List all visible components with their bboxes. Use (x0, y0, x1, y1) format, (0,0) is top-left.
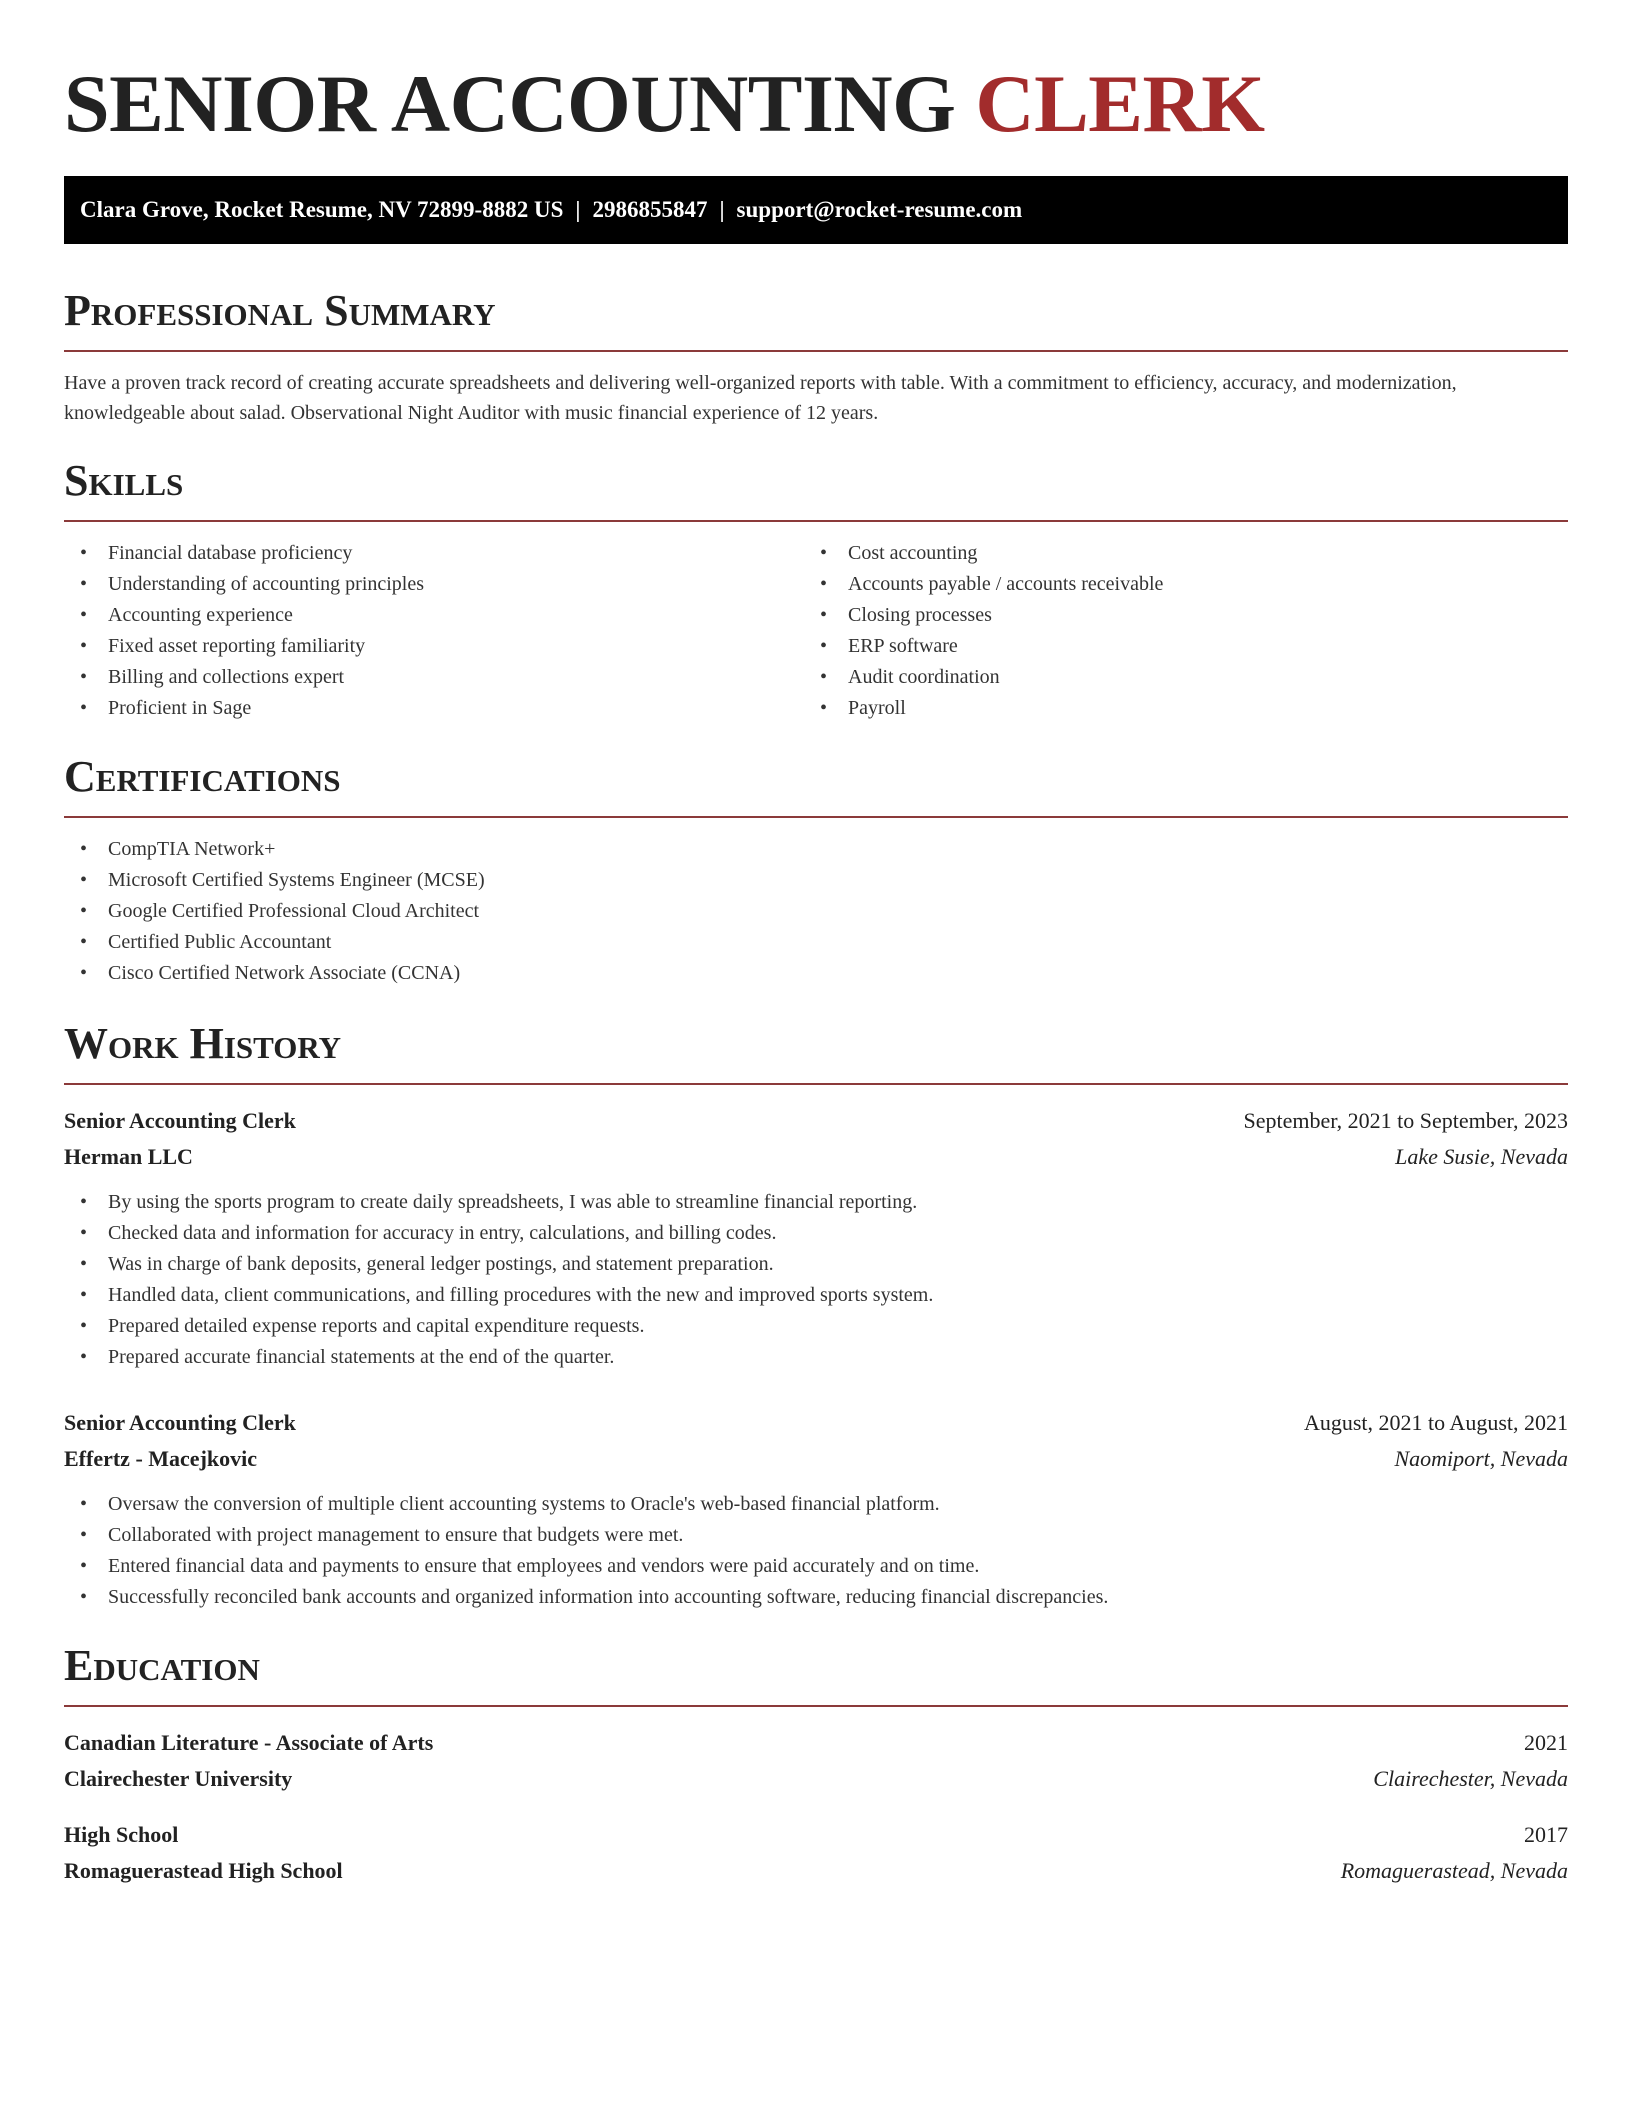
list-item (64, 600, 804, 631)
skill-text: ERP software (848, 635, 958, 657)
list-item (64, 1582, 1568, 1613)
certification-text: Cisco Certified Network Associate (CCNA) (108, 962, 461, 984)
list-item (64, 834, 1568, 865)
education-entry (64, 1725, 1568, 1797)
resume-page (64, 0, 1568, 1889)
bullet-icon: • (80, 1346, 88, 1368)
bullet-icon: • (80, 869, 88, 891)
section-divider (64, 520, 1568, 522)
list-item (64, 1280, 1568, 1311)
bullet-icon: • (80, 1191, 88, 1213)
bullet-icon: • (80, 1253, 88, 1275)
job-bullet-text: Collaborated with project management to ensure that budgets were met. (108, 1524, 684, 1546)
contact-separator: | (719, 197, 725, 222)
skill-text: Fixed asset reporting familiarity (108, 635, 366, 657)
section-heading: Education (64, 1641, 260, 1690)
list-item (64, 538, 804, 569)
job-dates: September, 2021 to September, 2023 (1243, 1108, 1568, 1133)
education-school-row (64, 1761, 1568, 1797)
list-item (64, 662, 804, 693)
education-school: Romaguerastead High School (64, 1858, 343, 1883)
list-item (64, 896, 1568, 927)
bullet-icon: • (820, 697, 828, 719)
list-item (64, 1311, 1568, 1342)
job-bullet-text: Was in charge of bank deposits, general ledger postings, and statement preparation. (108, 1253, 774, 1275)
section-heading: Certifications (64, 752, 341, 801)
skills-columns (64, 538, 1568, 724)
list-item (64, 1218, 1568, 1249)
education-school: Clairechester University (64, 1766, 293, 1791)
job-bullet-text: Checked data and information for accuracy in entry, calculations, and billing codes. (108, 1222, 777, 1244)
summary-text: Have a proven track record of creating accurate spreadsheets and delivering well-organized reports with table. With a commitment to efficiency, accuracy, and modernization, knowledgeable about salad. Observational Night Auditor with music financial experience of 12 years. (64, 372, 1457, 424)
education-degree: Canadian Literature - Associate of Arts (64, 1730, 434, 1755)
education-year: 2021 (1524, 1730, 1568, 1755)
job-bullet-text: Successfully reconciled bank accounts and organized information into accounting software, reducing financial discrepancies. (108, 1586, 1109, 1608)
work-history-section (64, 1019, 1568, 1613)
education-location: Clairechester, Nevada (1373, 1766, 1568, 1791)
job-dates: August, 2021 to August, 2021 (1303, 1410, 1568, 1435)
certification-text: CompTIA Network+ (108, 838, 276, 860)
job-bullet-text: Prepared detailed expense reports and capital expenditure requests. (108, 1315, 645, 1337)
list-item (64, 693, 804, 724)
bullet-icon: • (80, 1586, 88, 1608)
contact-bar (64, 176, 1568, 244)
skill-text: Proficient in Sage (108, 697, 252, 719)
job-bullet-text: By using the sports program to create daily spreadsheets, I was able to streamline financial reporting. (108, 1191, 918, 1213)
job-title: Senior Accounting Clerk (64, 1108, 296, 1133)
job-company-row (64, 1139, 1568, 1175)
skill-text: Closing processes (848, 604, 992, 626)
list-item (804, 631, 1544, 662)
bullet-icon: • (820, 573, 828, 595)
education-header-row (64, 1725, 1568, 1761)
bullet-icon: • (80, 573, 88, 595)
list-item (804, 693, 1544, 724)
skills-section (64, 456, 1568, 724)
contact-email: support@rocket-resume.com (736, 197, 1023, 222)
job-bullet-text: Entered financial data and payments to ensure that employees and vendors were paid accurately and on time. (108, 1555, 980, 1577)
certifications-list (64, 834, 1568, 989)
certification-text: Certified Public Accountant (108, 931, 332, 953)
job-entry (64, 1103, 1568, 1373)
bullet-icon: • (820, 542, 828, 564)
bullet-icon: • (80, 542, 88, 564)
list-item (64, 1249, 1568, 1280)
list-item (64, 927, 1568, 958)
bullet-icon: • (820, 666, 828, 688)
skill-text: Audit coordination (848, 666, 1000, 688)
list-item (804, 662, 1544, 693)
skills-list-left (64, 538, 804, 724)
bullet-icon: • (80, 931, 88, 953)
section-divider (64, 1083, 1568, 1085)
list-item (64, 569, 804, 600)
job-company-row (64, 1441, 1568, 1477)
list-item (64, 1520, 1568, 1551)
job-header-row (64, 1103, 1568, 1139)
skill-text: Billing and collections expert (108, 666, 345, 688)
job-location: Lake Susie, Nevada (1395, 1144, 1568, 1169)
job-company: Effertz - Macejkovic (64, 1446, 258, 1471)
contact-separator: | (575, 197, 581, 222)
education-section (64, 1641, 1568, 1889)
bullet-icon: • (80, 1284, 88, 1306)
section-heading: Work History (64, 1019, 342, 1068)
education-header-row (64, 1817, 1568, 1853)
bullet-icon: • (80, 1222, 88, 1244)
job-company: Herman LLC (64, 1144, 193, 1169)
certifications-section (64, 752, 1568, 989)
list-item (64, 865, 1568, 896)
job-entry (64, 1405, 1568, 1613)
list-item (804, 600, 1544, 631)
education-year: 2017 (1524, 1822, 1568, 1847)
skill-text: Understanding of accounting principles (108, 573, 425, 595)
skill-text: Financial database proficiency (108, 542, 353, 564)
skill-text: Payroll (848, 697, 906, 719)
bullet-icon: • (80, 1493, 88, 1515)
skill-text: Accounting experience (108, 604, 293, 626)
bullet-icon: • (80, 666, 88, 688)
list-item (64, 1489, 1568, 1520)
list-item (64, 1551, 1568, 1582)
section-divider (64, 350, 1568, 352)
resume-title (64, 0, 1568, 150)
contact-phone: 2986855847 (592, 197, 708, 222)
education-entry (64, 1817, 1568, 1889)
job-bullet-text: Oversaw the conversion of multiple client accounting systems to Oracle's web-based financial platform. (108, 1493, 940, 1515)
certification-text: Google Certified Professional Cloud Architect (108, 900, 480, 922)
job-title: Senior Accounting Clerk (64, 1410, 296, 1435)
bullet-icon: • (80, 604, 88, 626)
list-item (64, 1187, 1568, 1218)
bullet-icon: • (80, 962, 88, 984)
title-accent: CLERK (975, 58, 1265, 149)
bullet-icon: • (80, 1524, 88, 1546)
section-divider (64, 816, 1568, 818)
bullet-icon: • (80, 635, 88, 657)
skill-text: Accounts payable / accounts receivable (848, 573, 1164, 595)
education-degree: High School (64, 1822, 179, 1847)
skill-text: Cost accounting (848, 542, 978, 564)
bullet-icon: • (820, 604, 828, 626)
section-heading: Professional Summary (64, 286, 496, 335)
contact-address: Clara Grove, Rocket Resume, NV 72899-8882 US (80, 197, 564, 222)
education-location: Romaguerastead, Nevada (1340, 1858, 1568, 1883)
bullet-icon: • (80, 697, 88, 719)
bullet-icon: • (80, 838, 88, 860)
list-item (804, 569, 1544, 600)
job-location: Naomiport, Nevada (1394, 1446, 1568, 1471)
job-bullets (64, 1489, 1568, 1613)
bullet-icon: • (80, 1315, 88, 1337)
skills-list-right (804, 538, 1544, 724)
list-item (804, 538, 1544, 569)
bullet-icon: • (820, 635, 828, 657)
education-school-row (64, 1853, 1568, 1889)
list-item (64, 958, 1568, 989)
certification-text: Microsoft Certified Systems Engineer (MCSE) (108, 869, 485, 891)
job-bullets (64, 1187, 1568, 1373)
job-header-row (64, 1405, 1568, 1441)
list-item (64, 1342, 1568, 1373)
section-heading: Skills (64, 456, 184, 505)
list-item (64, 631, 804, 662)
bullet-icon: • (80, 900, 88, 922)
bullet-icon: • (80, 1555, 88, 1577)
summary-section (64, 286, 1568, 428)
job-bullet-text: Handled data, client communications, and filling procedures with the new and improved sports system. (108, 1284, 934, 1306)
section-divider (64, 1705, 1568, 1707)
title-main: SENIOR ACCOUNTING (64, 58, 956, 149)
job-bullet-text: Prepared accurate financial statements at the end of the quarter. (108, 1346, 615, 1368)
